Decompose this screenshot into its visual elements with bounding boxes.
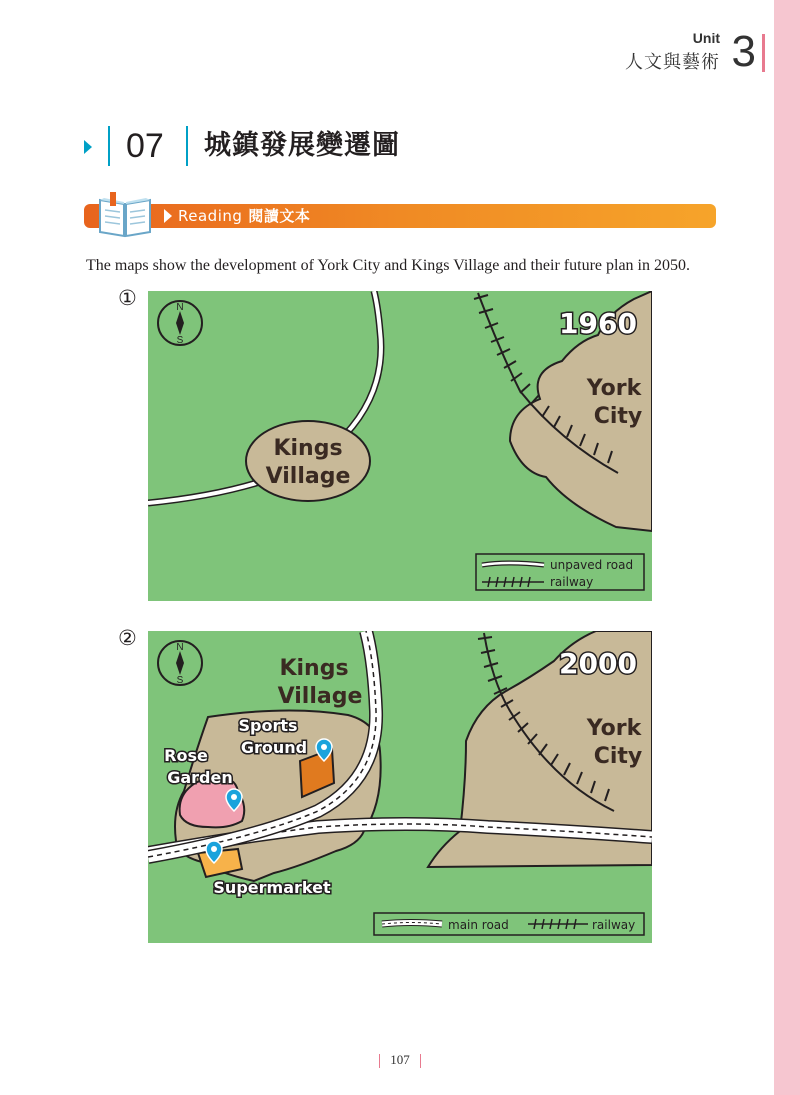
- legend-road-label: unpaved road: [550, 558, 634, 572]
- unit-divider: [762, 34, 765, 72]
- compass-n-label: N: [176, 642, 184, 653]
- intro-text: The maps show the development of York City and Kings Village and their future plan in 2050.: [86, 257, 690, 274]
- village-label-line1: Kings: [279, 656, 349, 681]
- map-marker-1: ①: [118, 286, 137, 310]
- chapter-number: 07: [126, 127, 164, 165]
- compass-s-label: S: [176, 335, 184, 346]
- year-label: 2000: [559, 647, 637, 680]
- map-marker-2: ②: [118, 626, 137, 650]
- kings-village-land: [246, 421, 370, 501]
- reading-label: [178, 206, 310, 226]
- legend-road-label: main road: [448, 918, 509, 932]
- map-1960: [148, 291, 652, 601]
- chapter-title: 城鎮發展變遷圖: [204, 130, 400, 161]
- footer-divider: [420, 1054, 421, 1068]
- chapter-arrow-icon: [84, 140, 92, 154]
- page-edge-band: [774, 0, 800, 1095]
- compass-s-label: S: [176, 675, 184, 686]
- map-legend: [476, 554, 644, 590]
- city-label-line2: City: [593, 404, 643, 429]
- page-footer: [360, 1052, 440, 1068]
- reading-label-en: Reading: [178, 207, 243, 225]
- unit-label: Unit: [692, 30, 720, 46]
- village-label-line1: Kings: [273, 436, 343, 461]
- footer-divider: [379, 1054, 380, 1068]
- legend-railway-label: railway: [550, 575, 594, 589]
- compass-n-label: N: [176, 302, 184, 313]
- rose-label-line1: Rose: [164, 746, 208, 765]
- city-label-line1: York: [586, 376, 642, 401]
- unit-number: 3: [731, 27, 756, 76]
- open-book-icon: [96, 190, 154, 238]
- village-label-line2: Village: [277, 684, 363, 709]
- supermarket-label: Supermarket: [213, 878, 331, 897]
- sports-label-line1: Sports: [238, 716, 298, 735]
- legend-railway-label: railway: [592, 918, 636, 932]
- sports-label-line2: Ground: [240, 738, 308, 757]
- village-label-line2: Village: [265, 464, 351, 489]
- city-label-line2: City: [593, 744, 643, 769]
- chapter-divider: [108, 126, 110, 166]
- reading-label-zh: 閱讀文本: [248, 207, 311, 225]
- city-label-line1: York: [586, 716, 642, 741]
- map-legend: [374, 913, 644, 935]
- map-2000: [148, 631, 652, 943]
- page-number: 107: [390, 1052, 410, 1067]
- year-label: 1960: [559, 307, 637, 340]
- rose-label-line2: Garden: [167, 768, 233, 787]
- chapter-divider: [186, 126, 188, 166]
- unit-subtitle: 人文與藝術: [625, 52, 720, 73]
- reading-arrow-icon: [164, 209, 172, 223]
